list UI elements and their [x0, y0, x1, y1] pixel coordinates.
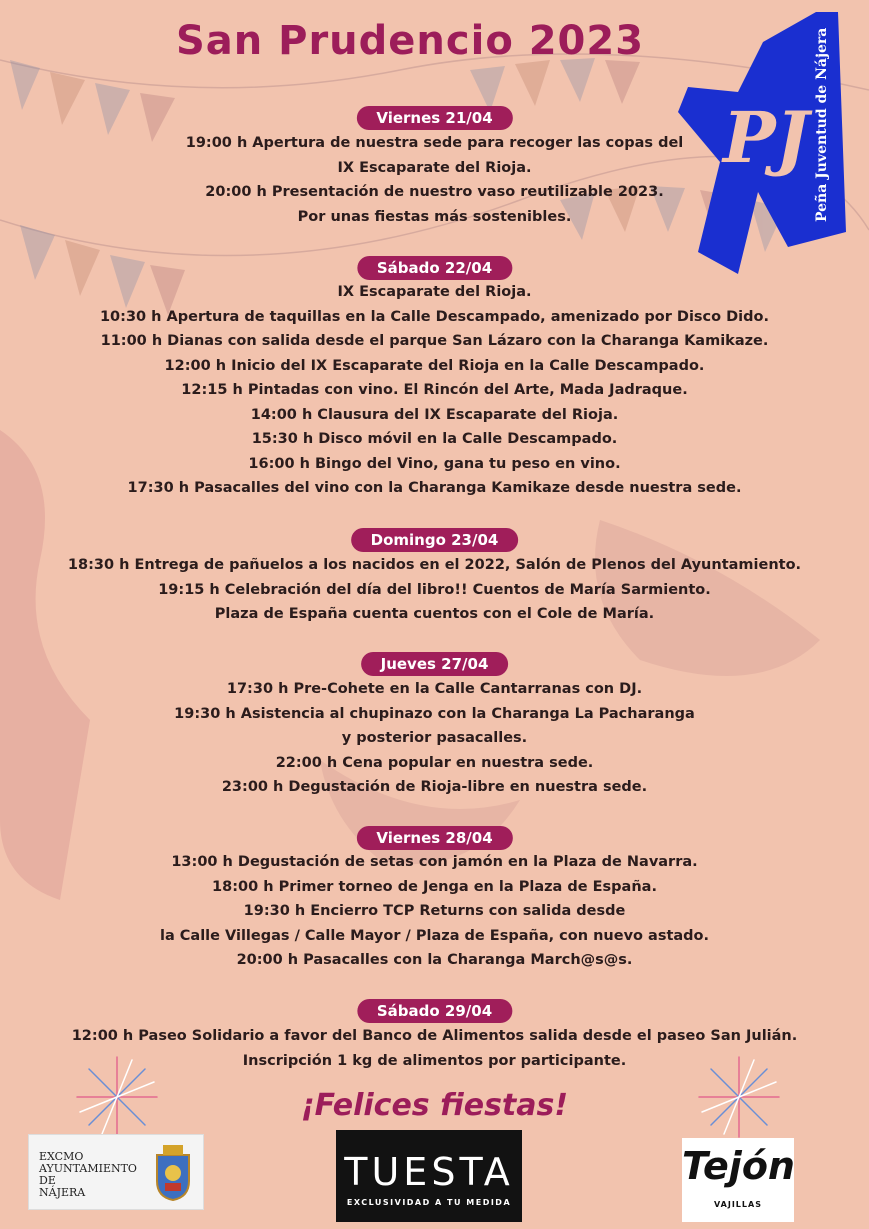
event-line: 22:00 h Cena popular en nuestra sede.	[275, 754, 594, 771]
event-line: 14:00 h Clausura del IX Escaparate del Rioja.	[250, 406, 619, 423]
event-line: 11:00 h Dianas con salida desde el parque San Lázaro con la Charanga Kamikaze.	[100, 333, 769, 349]
event-line: 20:00 h Presentación de nuestro vaso reutilizable 2023.	[205, 184, 664, 200]
event-line: 13:00 h Degustación de setas con jamón en la Plaza de Navarra.	[171, 854, 698, 870]
event-line: 10:30 h Apertura de taquillas en la Calle Descampado, amenizado por Disco Dido.	[99, 308, 770, 325]
day-label-viernes-28: Viernes 28/04	[356, 826, 512, 850]
event-line: 20:00 h Pasacalles con la Charanga March@s@s.	[236, 952, 633, 968]
event-line: 16:00 h Bingo del Vino, gana tu peso en vino.	[248, 455, 621, 472]
event-line: 18:00 h Primer torneo de Jenga en la Plaza de España.	[212, 878, 657, 895]
event-line: 23:00 h Degustación de Rioja-libre en nuestra sede.	[221, 779, 648, 795]
svg-text:PJ: PJ	[723, 96, 809, 179]
event-line: y posterior pasacalles.	[341, 730, 528, 746]
tejon-tagline: VAJILLAS	[714, 1200, 762, 1209]
event-line: 19:30 h Asistencia al chupinazo con la Charanga La Pacharanga	[174, 705, 695, 722]
event-line: 12:00 h Inicio del IX Escaparate del Rioja en la Calle Descampado.	[164, 357, 705, 374]
ayuntamiento-logo	[28, 1134, 204, 1210]
event-line: 19:15 h Celebración del día del libro!! Cuentos de María Sarmiento.	[158, 581, 711, 598]
event-line: 17:30 h Pre-Cohete en la Calle Cantarranas con DJ.	[226, 681, 643, 697]
event-line: Por unas fiestas más sostenibles.	[297, 208, 572, 225]
closing-message: ¡Felices fiestas!	[300, 1088, 569, 1123]
event-line: IX Escaparate del Rioja.	[337, 284, 532, 300]
coat-of-arms-icon	[153, 1143, 193, 1201]
svg-text:Peña Juventud de Nájera: Peña Juventud de Nájera	[814, 27, 830, 222]
day-events-viernes-21	[0, 131, 869, 229]
tuesta-name: TUESTA	[344, 1150, 514, 1194]
event-line: 17:30 h Pasacalles del vino con la Charanga Kamikaze desde nuestra sede.	[127, 480, 742, 496]
event-line: 18:30 h Entrega de pañuelos a los nacidos en el 2022, Salón de Plenos del Ayuntamiento.	[67, 557, 802, 573]
event-line: 12:00 h Paseo Solidario a favor del Banco de Alimentos salida desde el paseo San Julián.	[71, 1028, 798, 1044]
day-events-jueves-27	[0, 677, 869, 800]
event-line: 19:30 h Encierro TCP Returns con salida desde	[243, 903, 626, 919]
tuesta-tagline: EXCLUSIVIDAD A TU MEDIDA	[346, 1198, 512, 1207]
day-label-viernes-21: Viernes 21/04	[356, 106, 512, 130]
day-label-sabado-22: Sábado 22/04	[357, 256, 512, 280]
ayuntamiento-name: EXCMO AYUNTAMIENTO DE NÁJERA	[39, 1150, 137, 1199]
event-line: la Calle Villegas / Calle Mayor / Plaza de España, con nuevo astado.	[159, 927, 710, 944]
day-events-sabado-22	[0, 280, 869, 501]
page-title: San Prudencio 2023	[175, 18, 645, 64]
day-label-sabado-29: Sábado 29/04	[357, 999, 512, 1023]
event-line: IX Escaparate del Rioja.	[337, 159, 532, 176]
day-label-domingo-23: Domingo 23/04	[351, 528, 519, 552]
tejon-logo	[682, 1138, 794, 1222]
event-line: 15:30 h Disco móvil en la Calle Descampado.	[251, 431, 618, 447]
day-events-viernes-28	[0, 850, 869, 973]
event-line: 12:15 h Pintadas con vino. El Rincón del Arte, Mada Jadraque.	[181, 382, 688, 398]
event-line: 19:00 h Apertura de nuestra sede para recoger las copas del	[185, 135, 684, 151]
day-label-jueves-27: Jueves 27/04	[361, 652, 509, 676]
event-line: Plaza de España cuenta cuentos con el Cole de María.	[214, 606, 655, 622]
tejon-name: Tejón	[682, 1144, 795, 1188]
event-line: Inscripción 1 kg de alimentos por participante.	[242, 1052, 627, 1069]
day-events-domingo-23	[0, 553, 869, 627]
tuesta-logo	[336, 1130, 522, 1222]
